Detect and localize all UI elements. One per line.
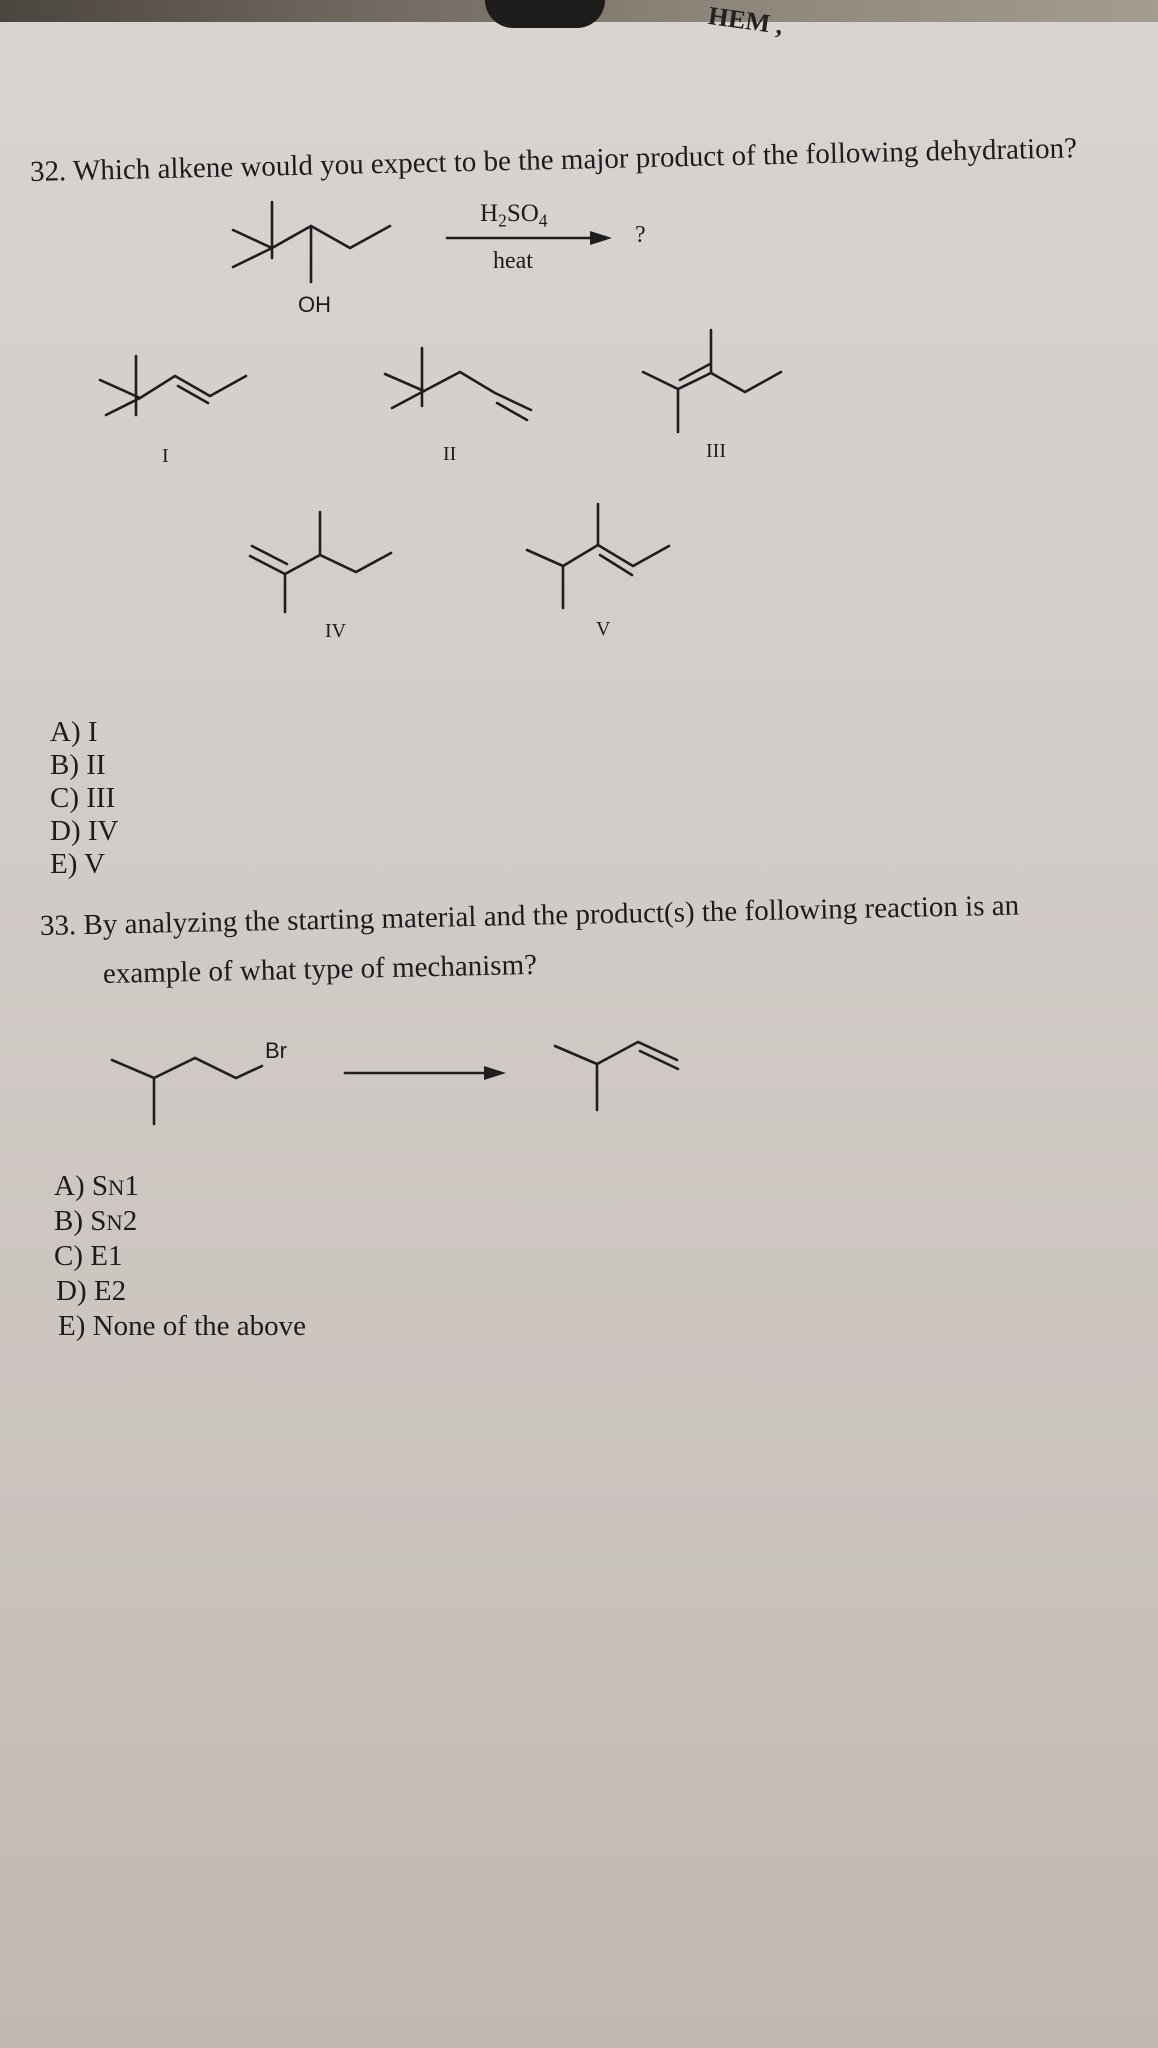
q32-option-b[interactable]: B) II xyxy=(50,749,106,781)
alkene-structure-ii xyxy=(385,348,531,420)
alkene-structure-iv xyxy=(250,512,391,612)
q32-option-d[interactable]: D) IV xyxy=(50,815,119,847)
q32-option-a[interactable]: A) I xyxy=(50,716,98,748)
structure-label-iii: III xyxy=(706,440,726,462)
q33-alkyl-bromide xyxy=(112,1058,262,1124)
q33-number: 33. xyxy=(39,909,77,942)
q32-prompt-text: Which alkene would you expect to be the major product of the following dehydration? xyxy=(72,132,1078,188)
alkene-structure-v xyxy=(527,504,669,608)
q32-oh-label: OH xyxy=(298,292,331,317)
q33-prompt-text: By analyzing the starting material and the product(s) the following reaction is an xyxy=(83,889,1020,942)
q33-alkene-product xyxy=(555,1042,678,1110)
q32-starting-alcohol xyxy=(233,202,390,282)
alkene-structure-iii xyxy=(643,330,781,432)
q33-option-e[interactable]: E) None of the above xyxy=(58,1310,307,1342)
q32-product-mark: ? xyxy=(635,222,646,248)
q33-br-label: Br xyxy=(265,1038,287,1063)
q33-option-a[interactable]: A) SN1 xyxy=(54,1170,139,1202)
structure-label-iv: IV xyxy=(325,620,347,642)
q33-option-d[interactable]: D) E2 xyxy=(56,1275,127,1307)
q33-option-b[interactable]: B) SN2 xyxy=(54,1205,138,1237)
q33-prompt-line2: example of what type of mechanism? xyxy=(102,948,538,990)
alkene-structure-i xyxy=(100,356,246,415)
q32-condition: heat xyxy=(493,248,533,274)
course-header: HEM , xyxy=(706,0,785,41)
structure-label-i: I xyxy=(162,445,169,467)
q32-reaction-arrow xyxy=(447,231,612,245)
q32-option-e[interactable]: E) V xyxy=(50,848,106,880)
q33-option-c[interactable]: C) E1 xyxy=(54,1240,123,1272)
q33-reaction-arrow xyxy=(345,1066,506,1080)
q32-number: 32. xyxy=(29,155,67,188)
q32-option-c[interactable]: C) III xyxy=(50,782,116,814)
structure-label-v: V xyxy=(596,618,611,640)
q32-reagent: $H_2SO_4$ xyxy=(480,200,548,231)
structure-label-ii: II xyxy=(443,443,457,465)
